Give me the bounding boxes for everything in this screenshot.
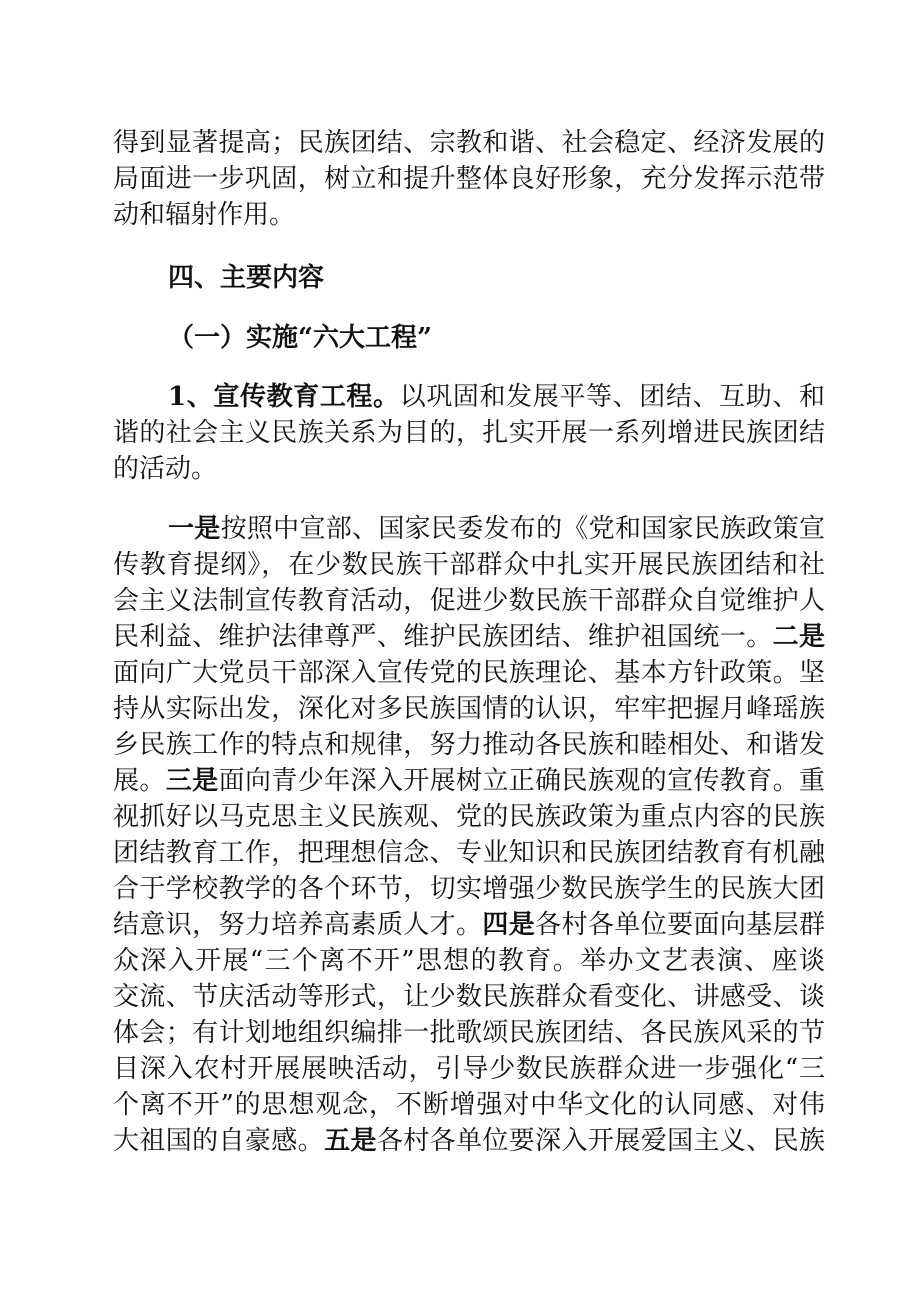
- bold-lead: 四是: [482, 910, 536, 940]
- paragraph-line: [168, 380, 825, 414]
- line-text: 展。: [113, 766, 166, 796]
- paragraph-line: 视抓好以马克思主义民族观、党的民族政策为重点内容的民族: [113, 802, 825, 832]
- subsection-heading: （一）实施“六大工程”: [168, 323, 432, 353]
- line-text: 各村各单位要面向基层群: [535, 910, 825, 940]
- paragraph-line: 动和辐射作用。: [113, 200, 296, 230]
- paragraph-line: 合于学校教学的各个环节，切实增强少数民族学生的民族大团: [113, 874, 825, 904]
- paragraph-line: [113, 620, 825, 654]
- bold-lead: 一是: [168, 514, 221, 544]
- paragraph-line: 谐的社会主义民族关系为目的，扎实开展一系列增进民族团结: [113, 418, 825, 448]
- paragraph-line: [113, 908, 825, 942]
- line-text: 大祖国的自豪感。: [113, 1126, 325, 1156]
- paragraph-line: 个离不开”的思想观念，不断增强对中华文化的认同感、对伟: [113, 1090, 825, 1120]
- bold-lead: 1、宣传教育工程。: [168, 382, 400, 412]
- paragraph-line: 传教育提纲》，在少数民族干部群众中扎实开展民族团结和社: [113, 550, 825, 580]
- line-text: 民利益、维护法律尊严、维护民族团结、维护祖国统一。: [113, 622, 773, 652]
- section-heading: 四、主要内容: [168, 263, 325, 293]
- paragraph-line: 众深入开展“三个离不开”思想的教育。举办文艺表演、座谈: [113, 946, 825, 976]
- line-text: 各村各单位要深入开展爱国主义、民族: [376, 1126, 825, 1156]
- paragraph-line: 得到显著提高；民族团结、宗教和谐、社会稳定、经济发展的: [113, 128, 825, 158]
- paragraph-line: 乡民族工作的特点和规律，努力推动各民族和睦相处、和谐发: [113, 730, 825, 760]
- line-text: 以巩固和发展平等、团结、互助、和: [399, 382, 825, 412]
- paragraph-line: 会主义法制宣传教育活动，促进少数民族干部群众自觉维护人: [113, 586, 825, 616]
- paragraph-line: [168, 512, 825, 546]
- paragraph-line: [113, 1124, 825, 1158]
- paragraph-line: 体会；有计划地组织编排一批歌颂民族团结、各民族风采的节: [113, 1018, 825, 1048]
- line-text: 结意识，努力培养高素质人才。: [113, 910, 483, 940]
- bold-lead: 三是: [165, 766, 219, 796]
- paragraph-line: 的活动。: [113, 454, 218, 484]
- paragraph-line: 团结教育工作，把理想信念、专业知识和民族团结教育有机融: [113, 838, 825, 868]
- paragraph-line: 持从实际出发，深化对多民族国情的认识，牢牢把握月峰瑶族: [113, 694, 825, 724]
- paragraph-line: 局面进一步巩固，树立和提升整体良好形象，充分发挥示范带: [113, 164, 825, 194]
- paragraph-line: 交流、节庆活动等形式，让少数民族群众看变化、讲感受、谈: [113, 982, 825, 1012]
- line-text: 按照中宣部、国家民委发布的《党和国家民族政策宣: [220, 514, 825, 544]
- paragraph-line: 面向广大党员干部深入宣传党的民族理论、基本方针政策。坚: [113, 658, 825, 688]
- paragraph-line: [113, 764, 825, 798]
- bold-lead: 五是: [324, 1126, 377, 1156]
- bold-lead: 二是: [772, 622, 825, 652]
- paragraph-line: 目深入农村开展展映活动，引导少数民族群众进一步强化“三: [113, 1054, 825, 1084]
- line-text: 面向青少年深入开展树立正确民族观的宣传教育。重: [218, 766, 825, 796]
